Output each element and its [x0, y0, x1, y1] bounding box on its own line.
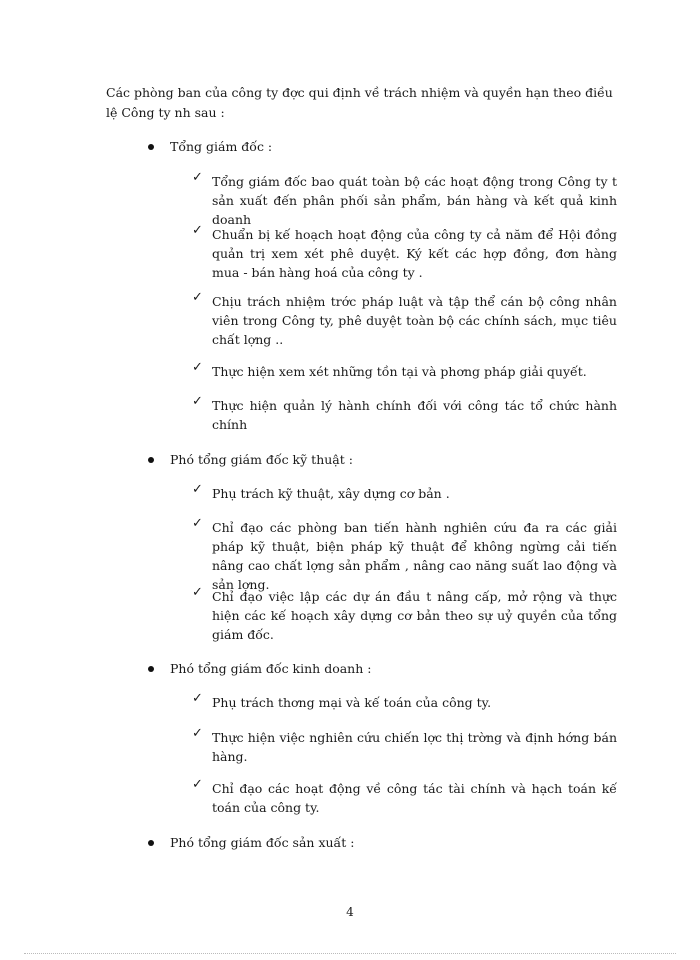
checkmark-icon: ✓: [192, 223, 203, 238]
page-bottom-divider: [24, 953, 676, 954]
checkmark-icon: ✓: [192, 585, 203, 600]
list-item-text: Thực hiện xem xét những tồn tại và phơng pháp giải quyết.: [212, 364, 587, 379]
checkmark-icon: ✓: [192, 360, 203, 375]
checkmark-icon: ✓: [192, 394, 203, 409]
list-item-text: Thực hiện việc nghiên cứu chiến lợc thị trờng và định hớng bán hàng.: [212, 730, 617, 764]
checkmark-icon: ✓: [192, 777, 203, 792]
list-item-text: Tổng giám đốc bao quát toàn bộ các hoạt động trong Công ty t sản xuất đến phân phối sản phẩm, bán hàng và kết quả kinh doanh: [212, 174, 617, 227]
section-title: Phó tổng giám đốc kỹ thuật :: [170, 452, 353, 467]
checkmark-icon: ✓: [192, 290, 203, 305]
checkmark-icon: ✓: [192, 516, 203, 531]
checkmark-icon: ✓: [192, 482, 203, 497]
section-title: Tổng giám đốc :: [170, 139, 273, 154]
section-title: Phó tổng giám đốc sản xuất :: [170, 835, 355, 850]
bullet-icon: [148, 666, 154, 672]
section-title: Phó tổng giám đốc kinh doanh :: [170, 661, 372, 676]
checkmark-icon: ✓: [192, 170, 203, 185]
checkmark-icon: ✓: [192, 691, 203, 706]
bullet-icon: [148, 840, 154, 846]
list-item-text: Chỉ đạo các hoạt động về công tác tài chính và hạch toán kế toán của công ty.: [212, 781, 617, 815]
list-item-text: Phụ trách thơng mại và kế toán của công ty.: [212, 695, 492, 710]
bullet-icon: [148, 457, 154, 463]
bullet-icon: [148, 144, 154, 150]
list-item-text: Phụ trách kỹ thuật, xây dựng cơ bản .: [212, 486, 450, 501]
checkmark-icon: ✓: [192, 726, 203, 741]
page-number: 4: [346, 905, 354, 919]
list-item-text: Chịu trách nhiệm trớc pháp luật và tập thể cán bộ công nhân viên trong Công ty, phê duyệt toàn bộ các chính sách, mục tiêu chất lợng ..: [212, 294, 617, 347]
list-item-text: Chỉ đạo việc lập các dự án đầu t nâng cấp, mở rộng và thực hiện các kế hoạch xây dựng cơ bản theo sự uỷ quyền của tổng giám đốc.: [212, 589, 617, 642]
list-item-text: Chỉ đạo các phòng ban tiến hành nghiên cứu đa ra các giải pháp kỹ thuật, biện pháp kỹ thuật để không ngừng cải tiến nâng cao chất lợng sản phẩm , nâng cao năng suất lao động và sản lợng.: [212, 520, 617, 592]
list-item-text: Chuẩn bị kế hoạch hoạt động của công ty cả năm để Hội đồng quản trị xem xét phê duyệt. Ký kết các hợp đồng, đơn hàng mua - bán hàng hoá của công ty .: [212, 227, 617, 280]
list-item-text: Thực hiện quản lý hành chính đối với công tác tổ chức hành chính: [212, 398, 617, 432]
intro-paragraph: Các phòng ban của công ty đợc qui định về trách nhiệm và quyền hạn theo điều lệ Công ty nh sau :: [106, 85, 613, 120]
